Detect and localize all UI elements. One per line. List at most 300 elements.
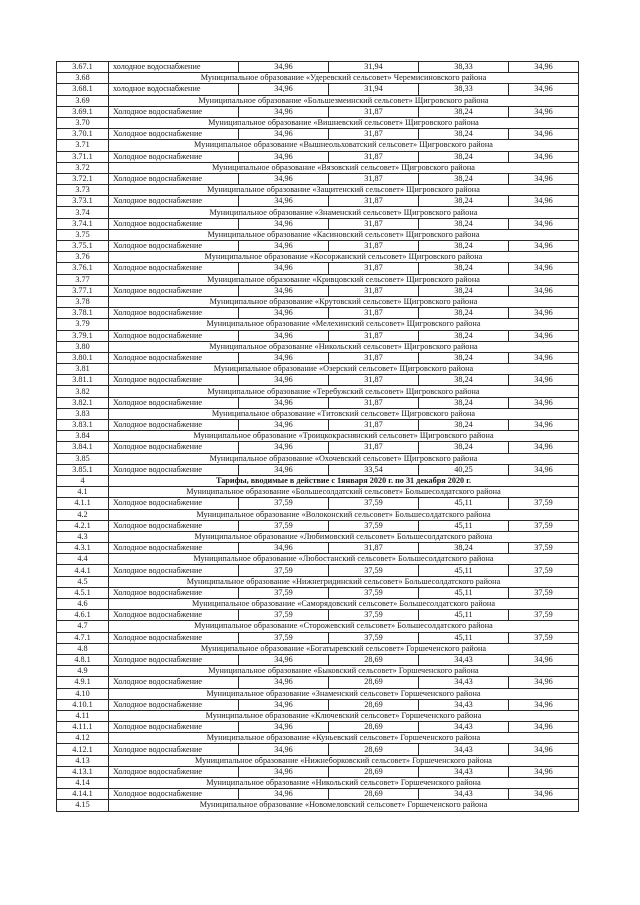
tariff-value-2: 28,69 <box>329 744 419 755</box>
tariff-value-1: 34,96 <box>239 789 329 800</box>
municipality-name: Муниципальное образование «Нижнегридинский сельсовет» Большесолдатского района <box>109 576 579 587</box>
row-number: 4.2 <box>57 509 109 520</box>
municipality-row <box>57 487 579 498</box>
tariff-value-1: 37,59 <box>239 498 329 509</box>
service-name: Холодное водоснабжение <box>109 543 239 554</box>
municipality-name: Муниципальное образование «Косоржанский сельсовет» Щигровского района <box>109 252 579 263</box>
tariff-row <box>57 263 579 274</box>
municipality-row <box>57 778 579 789</box>
tariff-value-4: 37,59 <box>509 610 579 621</box>
tariff-value-1: 34,96 <box>239 397 329 408</box>
tariff-row <box>57 173 579 184</box>
tariff-value-3: 38,24 <box>419 352 509 363</box>
tariff-value-3: 45,11 <box>419 632 509 643</box>
municipality-name: Муниципальное образование «Касиновский сельсовет» Щигровского района <box>109 229 579 240</box>
tariff-value-3: 34,43 <box>419 744 509 755</box>
row-number: 3.79.1 <box>57 330 109 341</box>
row-number: 4.10.1 <box>57 699 109 710</box>
tariff-row <box>57 543 579 554</box>
municipality-row <box>57 117 579 128</box>
municipality-row <box>57 296 579 307</box>
municipality-row <box>57 386 579 397</box>
row-number: 3.78 <box>57 296 109 307</box>
tariff-value-2: 31,87 <box>329 375 419 386</box>
municipality-name: Муниципальное образование «Троицкокраснянский сельсовет» Щигровского района <box>109 431 579 442</box>
municipality-row <box>57 95 579 106</box>
tariff-value-2: 31,87 <box>329 397 419 408</box>
section-header-row <box>57 475 579 486</box>
service-name: Холодное водоснабжение <box>109 766 239 777</box>
tariff-row <box>57 520 579 531</box>
row-number: 3.83.1 <box>57 420 109 431</box>
municipality-name: Муниципальное образование «Вязовский сельсовет» Щигровского района <box>109 162 579 173</box>
tariff-row <box>57 610 579 621</box>
tariff-value-4: 34,96 <box>509 654 579 665</box>
service-name: Холодное водоснабжение <box>109 744 239 755</box>
municipality-row <box>57 140 579 151</box>
tariff-row <box>57 420 579 431</box>
service-name: Холодное водоснабжение <box>109 129 239 140</box>
tariff-value-1: 34,96 <box>239 84 329 95</box>
row-number: 4.8 <box>57 643 109 654</box>
tariff-row <box>57 375 579 386</box>
municipality-name: Муниципальное образование «Быковский сельсовет» Горшеченского района <box>109 666 579 677</box>
municipality-name: Муниципальное образование «Защитенский сельсовет» Щигровского района <box>109 185 579 196</box>
tariff-value-3: 38,24 <box>419 151 509 162</box>
tariff-value-1: 34,96 <box>239 196 329 207</box>
tariff-value-1: 34,96 <box>239 218 329 229</box>
tariff-value-3: 38,24 <box>419 442 509 453</box>
tariff-value-4: 37,59 <box>509 520 579 531</box>
row-number: 4.6.1 <box>57 610 109 621</box>
tariff-value-4: 34,96 <box>509 263 579 274</box>
tariff-value-1: 34,96 <box>239 129 329 140</box>
tariff-value-4: 34,96 <box>509 62 579 73</box>
municipality-name: Муниципальное образование «Любимовский сельсовет» Большесолдатского района <box>109 531 579 542</box>
tariff-value-3: 34,43 <box>419 699 509 710</box>
tariff-value-4: 34,96 <box>509 442 579 453</box>
tariff-value-4: 34,96 <box>509 241 579 252</box>
municipality-name: Муниципальное образование «Саморядовский сельсовет» Большесолдатского района <box>109 599 579 610</box>
tariff-row <box>57 565 579 576</box>
tariff-value-4: 34,96 <box>509 744 579 755</box>
tariff-value-2: 31,87 <box>329 241 419 252</box>
row-number: 4.7 <box>57 621 109 632</box>
tariff-value-2: 31,87 <box>329 196 419 207</box>
tariff-value-1: 34,96 <box>239 241 329 252</box>
tariff-value-3: 34,43 <box>419 722 509 733</box>
municipality-name: Муниципальное образование «Мелехинский сельсовет» Щигровского района <box>109 319 579 330</box>
municipality-row <box>57 666 579 677</box>
tariff-value-3: 38,24 <box>419 420 509 431</box>
tariff-value-1: 34,96 <box>239 543 329 554</box>
row-number: 3.76 <box>57 252 109 263</box>
service-name: Холодное водоснабжение <box>109 699 239 710</box>
row-number: 4.12.1 <box>57 744 109 755</box>
section-title: Тарифы, вводимые в действие с 1января 2020 г. по 31 декабря 2020 г. <box>109 475 579 486</box>
tariff-row <box>57 218 579 229</box>
service-name: Холодное водоснабжение <box>109 610 239 621</box>
tariff-value-4: 37,59 <box>509 587 579 598</box>
tariff-value-1: 34,96 <box>239 677 329 688</box>
tariff-row <box>57 722 579 733</box>
row-number: 3.81.1 <box>57 375 109 386</box>
tariff-row <box>57 241 579 252</box>
service-name: Холодное водоснабжение <box>109 654 239 665</box>
tariff-value-3: 45,11 <box>419 610 509 621</box>
tariff-value-3: 38,24 <box>419 196 509 207</box>
municipality-row <box>57 319 579 330</box>
service-name: Холодное водоснабжение <box>109 632 239 643</box>
tariff-row <box>57 744 579 755</box>
service-name: Холодное водоснабжение <box>109 677 239 688</box>
municipality-name: Муниципальное образование «Знаменский сельсовет» Щигровского района <box>109 207 579 218</box>
municipality-name: Муниципальное образование «Богатыревский сельсовет» Горшеченского района <box>109 643 579 654</box>
service-name: Холодное водоснабжение <box>109 308 239 319</box>
municipality-row <box>57 643 579 654</box>
tariff-value-2: 31,87 <box>329 442 419 453</box>
tariff-value-4: 34,96 <box>509 106 579 117</box>
row-number: 4.1 <box>57 487 109 498</box>
municipality-name: Муниципальное образование «Большезмеинский сельсовет» Щигровского района <box>109 95 579 106</box>
tariff-value-3: 38,24 <box>419 173 509 184</box>
row-number: 3.70.1 <box>57 129 109 140</box>
service-name: Холодное водоснабжение <box>109 587 239 598</box>
tariff-row <box>57 766 579 777</box>
tariff-value-3: 38,24 <box>419 375 509 386</box>
row-number: 3.82.1 <box>57 397 109 408</box>
tariff-value-1: 34,96 <box>239 62 329 73</box>
municipality-name: Муниципальное образование «Никольский сельсовет» Горшеченского района <box>109 778 579 789</box>
municipality-row <box>57 408 579 419</box>
tariff-row <box>57 789 579 800</box>
tariff-value-2: 31,87 <box>329 263 419 274</box>
tariff-value-1: 34,96 <box>239 173 329 184</box>
service-name: Холодное водоснабжение <box>109 285 239 296</box>
tariff-value-1: 34,96 <box>239 766 329 777</box>
tariff-row <box>57 62 579 73</box>
row-number: 4.5 <box>57 576 109 587</box>
tariff-value-3: 45,11 <box>419 565 509 576</box>
service-name: холодное водоснабжение <box>109 62 239 73</box>
municipality-row <box>57 755 579 766</box>
tariff-value-1: 34,96 <box>239 352 329 363</box>
municipality-name: Муниципальное образование «Теребужский сельсовет» Щигровского района <box>109 386 579 397</box>
municipality-row <box>57 73 579 84</box>
municipality-name: Муниципальное образование «Титовский сельсовет» Щигровского района <box>109 408 579 419</box>
service-name: Холодное водоснабжение <box>109 397 239 408</box>
row-number: 3.71.1 <box>57 151 109 162</box>
row-number: 3.72.1 <box>57 173 109 184</box>
row-number: 3.80.1 <box>57 352 109 363</box>
tariff-row <box>57 129 579 140</box>
tariff-value-2: 28,69 <box>329 677 419 688</box>
municipality-name: Муниципальное образование «Волоконский сельсовет» Большесолдатского района <box>109 509 579 520</box>
tariff-row <box>57 677 579 688</box>
municipality-name: Муниципальное образование «Новомеловский сельсовет» Горшеченского района <box>109 800 579 811</box>
tariff-value-3: 45,11 <box>419 498 509 509</box>
row-number: 3.77 <box>57 274 109 285</box>
service-name: Холодное водоснабжение <box>109 106 239 117</box>
row-number: 4.7.1 <box>57 632 109 643</box>
tariff-row <box>57 352 579 363</box>
tariff-row <box>57 151 579 162</box>
service-name: Холодное водоснабжение <box>109 352 239 363</box>
row-number: 4.12 <box>57 733 109 744</box>
row-number: 3.71 <box>57 140 109 151</box>
tariff-row <box>57 106 579 117</box>
service-name: Холодное водоснабжение <box>109 722 239 733</box>
tariff-value-1: 37,59 <box>239 565 329 576</box>
tariff-value-1: 34,96 <box>239 285 329 296</box>
tariff-value-1: 34,96 <box>239 654 329 665</box>
row-number: 4 <box>57 475 109 486</box>
municipality-row <box>57 229 579 240</box>
municipality-name: Муниципальное образование «Озерский сельсовет» Щигровского района <box>109 364 579 375</box>
tariff-value-3: 40,25 <box>419 464 509 475</box>
tariff-value-4: 34,96 <box>509 677 579 688</box>
row-number: 4.3 <box>57 531 109 542</box>
tariff-value-2: 31,87 <box>329 420 419 431</box>
service-name: Холодное водоснабжение <box>109 241 239 252</box>
row-number: 3.83 <box>57 408 109 419</box>
municipality-row <box>57 185 579 196</box>
tariff-value-3: 38,24 <box>419 308 509 319</box>
row-number: 4.11.1 <box>57 722 109 733</box>
row-number: 4.14.1 <box>57 789 109 800</box>
tariff-value-4: 34,96 <box>509 375 579 386</box>
tariff-row <box>57 308 579 319</box>
row-number: 4.4.1 <box>57 565 109 576</box>
tariff-row <box>57 330 579 341</box>
tariff-value-1: 34,96 <box>239 442 329 453</box>
row-number: 3.75 <box>57 229 109 240</box>
tariff-value-1: 34,96 <box>239 464 329 475</box>
municipality-name: Муниципальное образование «Кривцовский сельсовет» Щигровского района <box>109 274 579 285</box>
tariff-value-2: 31,94 <box>329 84 419 95</box>
service-name: Холодное водоснабжение <box>109 196 239 207</box>
municipality-name: Муниципальное образование «Большесолдатский сельсовет» Большесолдатского района <box>109 487 579 498</box>
tariff-row <box>57 587 579 598</box>
tariff-value-1: 34,96 <box>239 151 329 162</box>
row-number: 3.85.1 <box>57 464 109 475</box>
municipality-row <box>57 207 579 218</box>
row-number: 3.73 <box>57 185 109 196</box>
municipality-row <box>57 554 579 565</box>
row-number: 4.3.1 <box>57 543 109 554</box>
tariff-value-2: 28,69 <box>329 722 419 733</box>
row-number: 4.2.1 <box>57 520 109 531</box>
tariff-value-2: 28,69 <box>329 766 419 777</box>
tariff-value-2: 37,59 <box>329 610 419 621</box>
tariff-value-4: 34,96 <box>509 173 579 184</box>
row-number: 3.69 <box>57 95 109 106</box>
tariff-value-2: 31,94 <box>329 62 419 73</box>
municipality-name: Муниципальное образование «Сторожевский сельсовет» Большесолдатского района <box>109 621 579 632</box>
row-number: 3.82 <box>57 386 109 397</box>
row-number: 3.69.1 <box>57 106 109 117</box>
tariff-value-2: 37,59 <box>329 565 419 576</box>
row-number: 3.74.1 <box>57 218 109 229</box>
municipality-row <box>57 252 579 263</box>
service-name: Холодное водоснабжение <box>109 375 239 386</box>
tariff-value-3: 38,33 <box>419 84 509 95</box>
row-number: 4.14 <box>57 778 109 789</box>
tariff-value-4: 34,96 <box>509 151 579 162</box>
tariff-row <box>57 442 579 453</box>
tariff-value-4: 37,59 <box>509 565 579 576</box>
municipality-row <box>57 688 579 699</box>
tariff-value-3: 34,43 <box>419 766 509 777</box>
tariff-row <box>57 84 579 95</box>
tariff-value-2: 31,87 <box>329 330 419 341</box>
tariff-row <box>57 285 579 296</box>
service-name: Холодное водоснабжение <box>109 565 239 576</box>
municipality-row <box>57 162 579 173</box>
tariff-row <box>57 654 579 665</box>
row-number: 3.72 <box>57 162 109 173</box>
tariff-value-3: 38,33 <box>419 62 509 73</box>
service-name: Холодное водоснабжение <box>109 520 239 531</box>
municipality-name: Муниципальное образование «Охочевский сельсовет» Щигровского района <box>109 453 579 464</box>
tariff-value-2: 31,87 <box>329 106 419 117</box>
tariff-value-4: 34,96 <box>509 420 579 431</box>
tariff-value-3: 38,24 <box>419 106 509 117</box>
service-name: Холодное водоснабжение <box>109 789 239 800</box>
municipality-name: Муниципальное образование «Крутовский сельсовет» Щигровского района <box>109 296 579 307</box>
tariff-value-1: 37,59 <box>239 587 329 598</box>
tariff-value-4: 34,96 <box>509 129 579 140</box>
tariff-value-4: 34,96 <box>509 766 579 777</box>
tariff-value-1: 34,96 <box>239 330 329 341</box>
tariff-value-2: 37,59 <box>329 587 419 598</box>
municipality-row <box>57 341 579 352</box>
tariff-row <box>57 632 579 643</box>
row-number: 4.15 <box>57 800 109 811</box>
service-name: Холодное водоснабжение <box>109 420 239 431</box>
municipality-name: Муниципальное образование «Куньевский сельсовет» Горшеченского района <box>109 733 579 744</box>
row-number: 3.85 <box>57 453 109 464</box>
tariff-value-4: 34,96 <box>509 218 579 229</box>
row-number: 4.13 <box>57 755 109 766</box>
tariff-value-1: 34,96 <box>239 699 329 710</box>
tariff-value-4: 37,59 <box>509 543 579 554</box>
service-name: Холодное водоснабжение <box>109 263 239 274</box>
tariff-value-2: 28,69 <box>329 699 419 710</box>
tariff-row <box>57 498 579 509</box>
municipality-name: Муниципальное образование «Знаменский сельсовет» Горшеченского района <box>109 688 579 699</box>
tariff-value-2: 31,87 <box>329 151 419 162</box>
service-name: Холодное водоснабжение <box>109 173 239 184</box>
service-name: Холодное водоснабжение <box>109 330 239 341</box>
tariff-value-1: 34,96 <box>239 375 329 386</box>
row-number: 3.76.1 <box>57 263 109 274</box>
municipality-row <box>57 509 579 520</box>
row-number: 3.79 <box>57 319 109 330</box>
service-name: Холодное водоснабжение <box>109 498 239 509</box>
tariff-value-2: 31,87 <box>329 285 419 296</box>
tariff-value-3: 38,24 <box>419 218 509 229</box>
tariff-value-2: 33,54 <box>329 464 419 475</box>
tariff-value-3: 38,24 <box>419 330 509 341</box>
tariff-value-1: 34,96 <box>239 308 329 319</box>
row-number: 4.1.1 <box>57 498 109 509</box>
municipality-row <box>57 364 579 375</box>
municipality-name: Муниципальное образование «Удеревский сельсовет» Черемисиновского района <box>109 73 579 84</box>
service-name: Холодное водоснабжение <box>109 151 239 162</box>
municipality-row <box>57 531 579 542</box>
tariff-value-3: 45,11 <box>419 520 509 531</box>
tariff-value-4: 37,59 <box>509 632 579 643</box>
row-number: 3.74 <box>57 207 109 218</box>
tariff-value-1: 34,96 <box>239 420 329 431</box>
municipality-name: Муниципальное образование «Ключевский сельсовет» Горшеченского района <box>109 710 579 721</box>
row-number: 4.5.1 <box>57 587 109 598</box>
municipality-row <box>57 274 579 285</box>
service-name: Холодное водоснабжение <box>109 218 239 229</box>
municipality-row <box>57 431 579 442</box>
tariff-value-3: 34,43 <box>419 677 509 688</box>
tariff-value-4: 34,96 <box>509 789 579 800</box>
tariff-row <box>57 397 579 408</box>
row-number: 3.70 <box>57 117 109 128</box>
tariff-value-2: 37,59 <box>329 520 419 531</box>
tariff-value-3: 45,11 <box>419 587 509 598</box>
tariff-value-4: 34,96 <box>509 464 579 475</box>
municipality-name: Муниципальное образование «Нижнеборковский сельсовет» Горшеченского района <box>109 755 579 766</box>
tariff-value-4: 34,96 <box>509 397 579 408</box>
tariff-value-4: 34,96 <box>509 699 579 710</box>
tariff-value-4: 34,96 <box>509 84 579 95</box>
tariff-value-4: 34,96 <box>509 722 579 733</box>
row-number: 4.13.1 <box>57 766 109 777</box>
tariff-value-3: 38,24 <box>419 129 509 140</box>
tariff-value-3: 38,24 <box>419 285 509 296</box>
tariff-value-3: 38,24 <box>419 241 509 252</box>
row-number: 3.68.1 <box>57 84 109 95</box>
row-number: 3.77.1 <box>57 285 109 296</box>
municipality-row <box>57 733 579 744</box>
tariff-row <box>57 699 579 710</box>
tariff-value-1: 34,96 <box>239 722 329 733</box>
service-name: Холодное водоснабжение <box>109 464 239 475</box>
row-number: 3.68 <box>57 73 109 84</box>
row-number: 3.75.1 <box>57 241 109 252</box>
tariff-value-1: 34,96 <box>239 263 329 274</box>
tariff-value-1: 34,96 <box>239 744 329 755</box>
tariff-value-4: 34,96 <box>509 330 579 341</box>
tariff-value-2: 37,59 <box>329 498 419 509</box>
tariff-value-2: 28,69 <box>329 654 419 665</box>
row-number: 3.73.1 <box>57 196 109 207</box>
tariff-value-3: 34,43 <box>419 789 509 800</box>
row-number: 3.81 <box>57 364 109 375</box>
tariff-value-3: 38,24 <box>419 397 509 408</box>
row-number: 4.4 <box>57 554 109 565</box>
row-number: 4.6 <box>57 599 109 610</box>
tariff-value-4: 37,59 <box>509 498 579 509</box>
row-number: 3.80 <box>57 341 109 352</box>
tariff-table <box>56 61 579 812</box>
tariff-value-2: 31,87 <box>329 218 419 229</box>
tariff-value-3: 38,24 <box>419 543 509 554</box>
municipality-row <box>57 576 579 587</box>
service-name: Холодное водоснабжение <box>109 442 239 453</box>
row-number: 4.9.1 <box>57 677 109 688</box>
row-number: 3.78.1 <box>57 308 109 319</box>
row-number: 3.84.1 <box>57 442 109 453</box>
tariff-value-2: 37,59 <box>329 632 419 643</box>
